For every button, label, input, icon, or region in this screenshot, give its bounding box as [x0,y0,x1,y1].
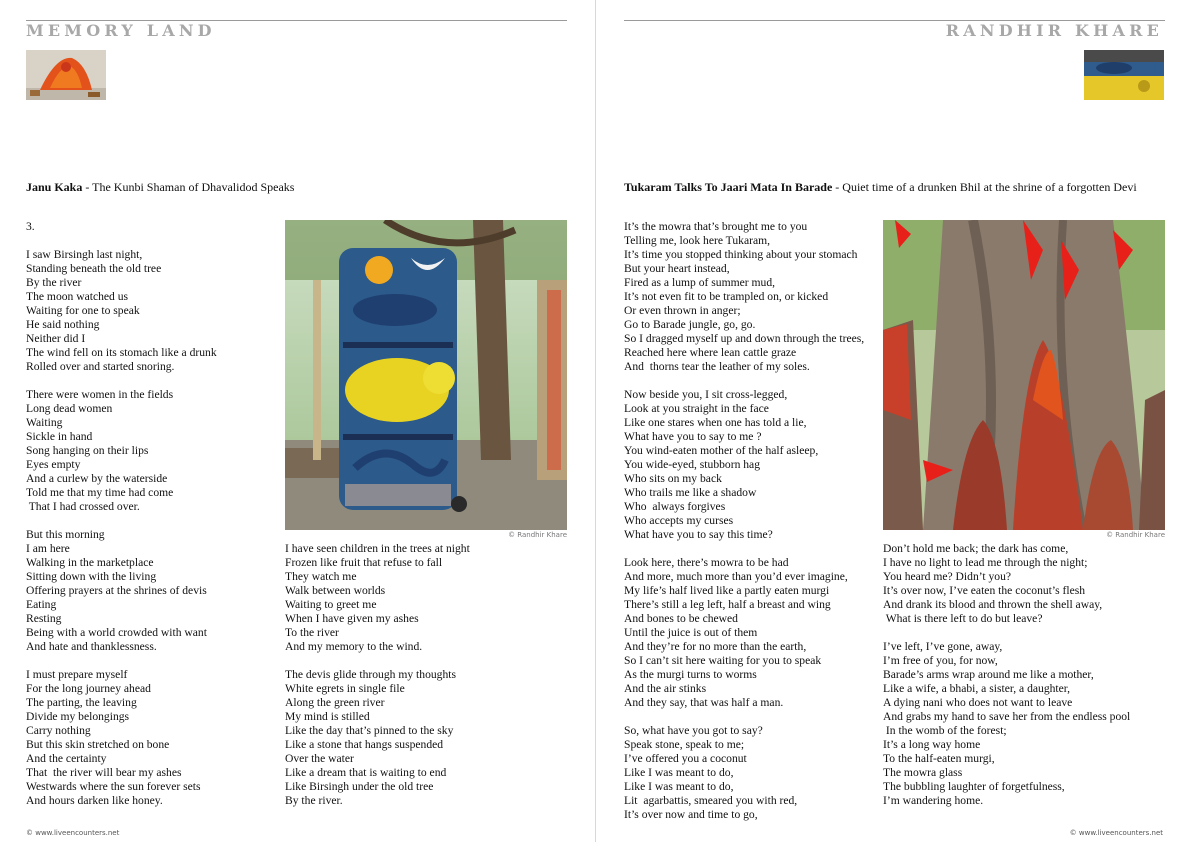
poem-line: Sickle in hand [26,430,93,443]
poem-line: Or even thrown in anger; [624,304,741,317]
poem-line: And hours darken like honey. [26,794,163,807]
poem-line: Like one stares when one has told a lie, [624,416,807,429]
poem-line: Resting [26,612,62,625]
poem-line [624,710,864,724]
poem-line: He said nothing [26,318,100,331]
poem-line: A dying nani who does not want to leave [883,696,1073,709]
poem-line: It’s time you stopped thinking about your stomach [624,248,858,261]
poem-line: But this morning [26,528,105,541]
poem-line: Like I was meant to do, [624,780,734,793]
poem-line: As the murgi turns to worms [624,668,757,681]
poem-line: You heard me? Didn’t you? [883,570,1012,583]
poem-line: Walk between worlds [285,584,386,597]
poem-line: And bones to be chewed [624,612,738,625]
poem-line: And the air stinks [624,682,707,695]
poem-line: Neither did I [26,332,86,345]
poem-line: When I have given my ashes [285,612,419,625]
poem-line: Sitting down with the living [26,570,157,583]
poem-line: Long dead women [26,402,113,415]
poem-line: To the half-eaten murgi, [883,752,995,765]
poem-line: Over the water [285,752,354,765]
poem-line [26,374,217,388]
poem-line: Lit agarbattis, smeared you with red, [624,794,798,807]
right-header-thumbnail [1084,50,1164,100]
poem-line: And the certainty [26,752,107,765]
poem-line [883,626,1130,640]
shrine-tree-photo [883,220,1165,530]
poem-line: So I can’t sit here waiting for you to speak [624,654,822,667]
poem-line: It’s not even fit to be trampled on, or kicked [624,290,829,303]
poem-line: I’ve left, I’ve gone, away, [883,640,1003,653]
poem-line: Rolled over and started snoring. [26,360,175,373]
poem-line: And grabs my hand to save her from the endless pool [883,710,1131,723]
poem-line: But this skin stretched on bone [26,738,170,751]
poem-line: Being with a world crowded with want [26,626,207,639]
right-poem-column-1 [624,220,864,822]
poem-line: That the river will bear my ashes [26,766,182,779]
poem-line: The mowra glass [883,766,963,779]
poem-line: White egrets in single file [285,682,405,695]
poem-line: What is there left to do but leave? [883,612,1043,625]
poem-line: I saw Birsingh last night, [26,248,143,261]
poem-line: Standing beneath the old tree [26,262,162,275]
poem-line: By the river. [285,794,343,807]
poem-line: And thorns tear the leather of my soles. [624,360,810,373]
poem-line: But your heart instead, [624,262,730,275]
poem-line: To the river [285,626,339,639]
poem-line: There’s still a leg left, half a breast and wing [624,598,831,611]
poem-line: And they’re for no more than the earth, [624,640,807,653]
poem-line: My life’s half lived like a partly eaten murgi [624,584,830,597]
poem-line: You wind-eaten mother of the half asleep, [624,444,819,457]
poem-line: And hate and thanklessness. [26,640,157,653]
poem-line: I’ve offered you a coconut [624,752,747,765]
poem-line: Fired as a lump of summer mud, [624,276,776,289]
poem-line [26,514,217,528]
poem-line: For the long journey ahead [26,682,151,695]
poem-line: I’m free of you, for now, [883,654,998,667]
poem-line: Who sits on my back [624,472,722,485]
left-page [0,0,595,842]
poem-line: And my memory to the wind. [285,640,423,653]
right-poem-column-2 [883,542,1130,808]
poem-line: Reached here where lean cattle graze [624,346,797,359]
poem-line: I have seen children in the trees at night [285,542,470,555]
right-poem-title [624,180,1137,194]
poem-line: You wide-eyed, stubborn hag [624,458,760,471]
poem-line: So, what have you got to say? [624,724,763,737]
poem-line: Like a wife, a bhabi, a sister, a daughter, [883,682,1071,695]
poem-line: Telling me, look here Tukaram, [624,234,771,247]
poem-line: Along the green river [285,696,385,709]
poem-line: It’s a long way home [883,738,981,751]
poem-line: Now beside you, I sit cross-legged, [624,388,788,401]
left-footer: © www.liveencounters.net [26,829,120,837]
left-poem-title-bold: Janu Kaka [26,180,83,194]
poem-line [624,542,864,556]
poem-line: Like I was meant to do, [624,766,734,779]
left-poem-subtitle: - The Kunbi Shaman of Dhavalidod Speaks [82,180,295,194]
poem-line: Song hanging on their lips [26,444,149,457]
right-poem-title-bold: Tukaram Talks To Jaari Mata In Barade [624,180,833,194]
poem-line: Waiting for one to speak [26,304,140,317]
left-header-thumbnail [26,50,106,100]
poem-line: Eating [26,598,57,611]
poem-line: There were women in the fields [26,388,174,401]
poem-line: Like the day that’s pinned to the sky [285,724,454,737]
right-poem-subtitle: - Quiet time of a drunken Bhil at the shrine of a forgotten Devi [832,180,1137,194]
poem-line: It’s over now, I’ve eaten the coconut’s flesh [883,584,1086,597]
poem-line: Westwards where the sun forever sets [26,780,201,793]
poem-line: The moon watched us [26,290,129,303]
poem-line: Like a stone that hangs suspended [285,738,444,751]
poem-line: It’s the mowra that’s brought me to you [624,220,808,233]
poem-line: It’s over now and time to go, [624,808,758,821]
poem-line: Look at you straight in the face [624,402,769,415]
poem-line: The devis glide through my thoughts [285,668,456,681]
poem-line: Who always forgives [624,500,726,513]
poem-line: Divide my belongings [26,710,130,723]
poem-line: What have you to say this time? [624,528,773,541]
poem-line [26,234,217,248]
poem-line: I’m wandering home. [883,794,984,807]
right-header: RANDHIR KHARE [945,21,1163,40]
right-page [596,0,1191,842]
poem-line: Told me that my time had come [26,486,174,499]
poem-line: Walking in the marketplace [26,556,154,569]
poem-line: I have no light to lead me through the night; [883,556,1088,569]
poem-line: Waiting [26,416,63,429]
left-poem-column-2 [285,542,470,808]
poem-line [624,374,864,388]
poem-line: Eyes empty [26,458,81,471]
poem-line: They watch me [285,570,357,583]
poem-line: My mind is stilled [285,710,370,723]
poem-line: 3. [26,220,35,233]
poem-line: In the womb of the forest; [883,724,1007,737]
poem-line: And they say, that was half a man. [624,696,784,709]
poem-line: What have you to say to me ? [624,430,762,443]
poem-line: Go to Barade jungle, go, go. [624,318,756,331]
poem-line [285,654,470,668]
poem-line: Offering prayers at the shrines of devis [26,584,207,597]
left-poem-column-1 [26,220,217,808]
left-header: MEMORY LAND [26,21,216,40]
poem-line [26,654,217,668]
poem-line: So I dragged myself up and down through the trees, [624,332,865,345]
poem-line: And a curlew by the waterside [26,472,168,485]
poem-line: Speak stone, speak to me; [624,738,745,751]
shrine-stone-photo [285,220,567,530]
poem-line: The bubbling laughter of forgetfulness, [883,780,1065,793]
poem-line: Who accepts my curses [624,514,734,527]
poem-line: The parting, the leaving [26,696,137,709]
poem-line: By the river [26,276,82,289]
poem-line: Who trails me like a shadow [624,486,757,499]
poem-line: That I had crossed over. [26,500,140,513]
left-poem-title [26,180,294,194]
poem-line: Don’t hold me back; the dark has come, [883,542,1069,555]
poem-line: Frozen like fruit that refuse to fall [285,556,443,569]
poem-line: Waiting to greet me [285,598,377,611]
poem-line: And drank its blood and thrown the shell away, [883,598,1103,611]
poem-line: Like Birsingh under the old tree [285,780,434,793]
poem-line: Carry nothing [26,724,91,737]
right-photo-credit: © Randhir Khare [1106,531,1165,539]
left-photo-credit: © Randhir Khare [508,531,567,539]
poem-line: The wind fell on its stomach like a drunk [26,346,217,359]
poem-line: I must prepare myself [26,668,128,681]
poem-line: And more, much more than you’d ever imagine, [624,570,848,583]
poem-line: Like a dream that is waiting to end [285,766,447,779]
poem-line: Barade’s arms wrap around me like a mother, [883,668,1094,681]
poem-line: Look here, there’s mowra to be had [624,556,789,569]
right-footer: © www.liveencounters.net [1069,829,1163,837]
poem-line: Until the juice is out of them [624,626,758,639]
poem-line: I am here [26,542,70,555]
